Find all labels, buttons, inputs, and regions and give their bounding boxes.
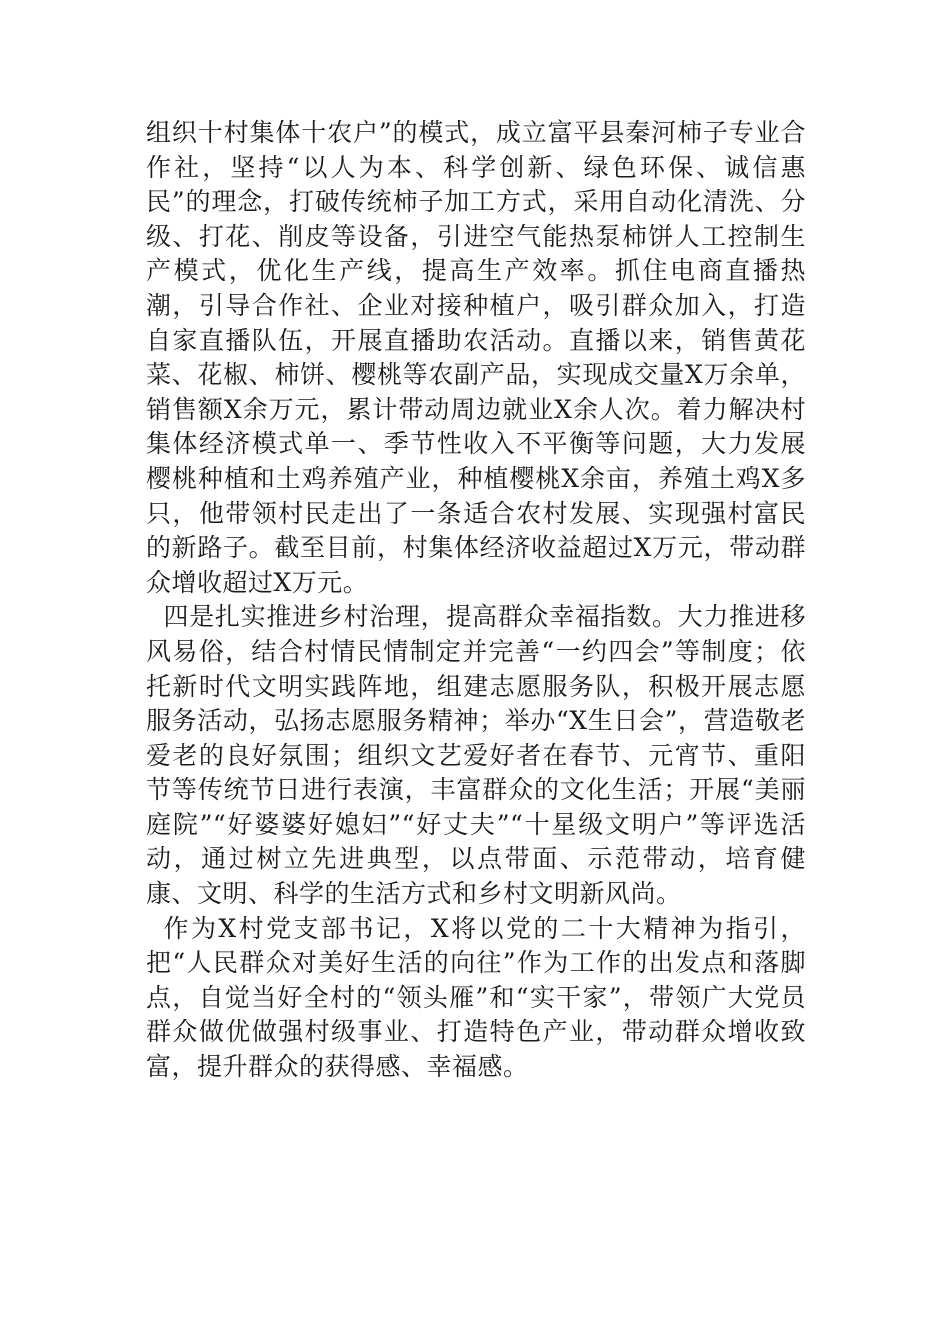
paragraph-rural-governance: 四是扎实推进乡村治理，提高群众幸福指数。大力推进移风易俗，结合村情民情制定并完善“一约四会”等制度；依托新时代文明实践阵地，组建志愿服务队，积极开展志愿服务活动，弘扬志愿服务精神；举办“X生日会”，营造敬老爱老的良好氛围；组织文艺爱好者在春节、元宵节、重阳节等传统节日进行表演，丰富群众的文化生活；开展“美丽庭院”“好婆婆好媳妇”“好丈夫”“十星级文明户”等评选活动，通过树立先进典型，以点带面、示范带动，培育健康、文明、科学的生活方式和乡村文明新风尚。 (146, 602, 806, 909)
document-body (146, 116, 806, 1085)
paragraph-cooperative-development: 组织十村集体十农户”的模式，成立富平县秦河柿子专业合作社，坚持“以人为本、科学创新、绿色环保、诚信惠民”的理念，打破传统柿子加工方式，采用自动化清洗、分级、打花、削皮等设备，引进空气能热泵柿饼人工控制生产模式，优化生产线，提高生产效率。抓住电商直播热潮，引导合作社、企业对接种植户，吸引群众加入，打造自家直播队伍，开展直播助农活动。直播以来，销售黄花菜、花椒、柿饼、樱桃等农副产品，实现成交量X万余单，销售额X余万元，累计带动周边就业X余人次。着力解决村集体经济模式单一、季节性收入不平衡等问题，大力发展樱桃种植和土鸡养殖产业，种植樱桃X余亩，养殖土鸡X多只，他带领村民走出了一条适合农村发展、实现强村富民的新路子。截至目前，村集体经济收益超过X万元，带动群众增收超过X万元。 (146, 118, 806, 597)
paragraph-conclusion: 作为X村党支部书记，X将以党的二十大精神为指引，把“人民群众对美好生活的向往”作为工作的出发点和落脚点，自觉当好全村的“领头雁”和“实干家”，带领广大党员群众做优做强村级事业、打造特色产业，带动群众增收致富，提升群众的获得感、幸福感。 (146, 913, 806, 1082)
